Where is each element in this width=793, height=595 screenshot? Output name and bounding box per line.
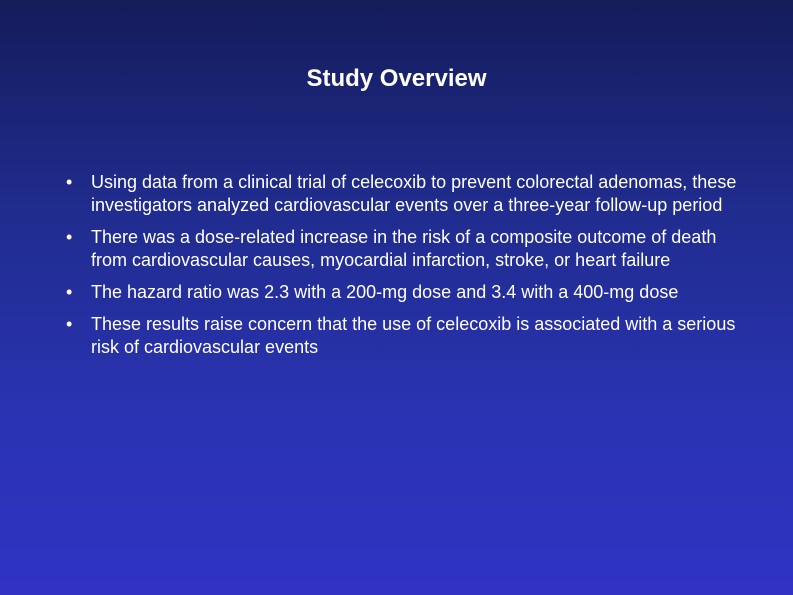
bullet-item bbox=[0, 281, 793, 304]
bullet-text: These results raise concern that the use of celecoxib is associated with a serious risk of cardiovascular events bbox=[91, 314, 736, 357]
bullet-item bbox=[0, 171, 793, 217]
bullet-list bbox=[0, 171, 793, 368]
bullet-icon: • bbox=[66, 282, 73, 302]
bullet-text: The hazard ratio was 2.3 with a 200-mg dose and 3.4 with a 400-mg dose bbox=[91, 282, 679, 302]
bullet-icon: • bbox=[66, 227, 73, 247]
bullet-text: Using data from a clinical trial of celecoxib to prevent colorectal adenomas, these investigators analyzed cardiovascular events over a three-year follow-up period bbox=[91, 172, 737, 215]
bullet-icon: • bbox=[66, 172, 73, 192]
bullet-item bbox=[0, 313, 793, 359]
bullet-item bbox=[0, 226, 793, 272]
slide-title: Study Overview bbox=[306, 65, 487, 92]
bullet-icon: • bbox=[66, 314, 73, 334]
bullet-text: There was a dose-related increase in the risk of a composite outcome of death from cardiovascular causes, myocardial infarction, stroke, or heart failure bbox=[91, 227, 717, 270]
